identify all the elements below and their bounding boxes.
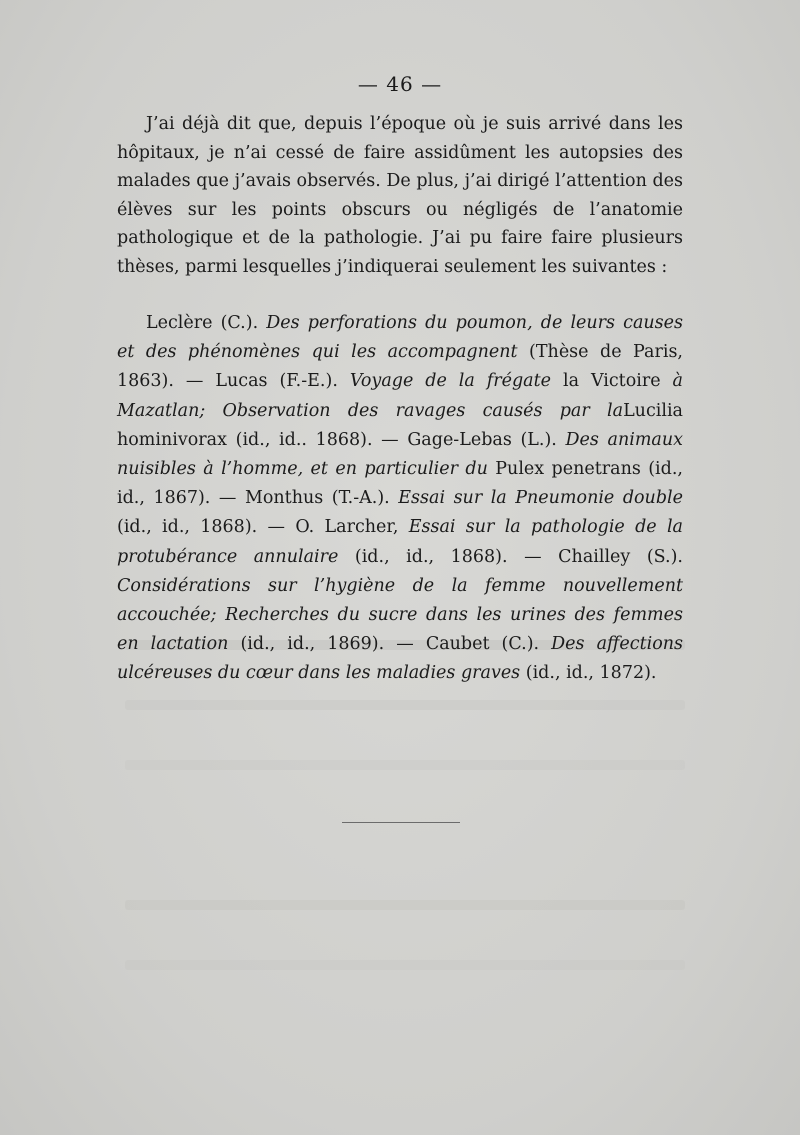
separator-dash: — [185,371,204,392]
thesis-author: Lucas (F.-E.). [215,371,338,392]
species-name: Lucilia hominivorax [117,400,683,450]
footnote-rule [342,822,460,823]
show-through-mark [125,960,685,970]
separator-dash: — [218,488,237,509]
thesis-author: Gage-Lebas (L.). [407,429,557,450]
thesis-title: Voyage de la frégate [349,371,551,392]
thesis-reference: (Thèse de Paris, 1863). [117,342,683,392]
thesis-author: Monthus (T.-A.). [244,488,390,509]
thesis-author: Caubet (C.). [425,634,540,655]
thesis-reference: (id., id.. 1868). [235,429,373,450]
thesis-title: Des affections ulcéreuses du cœur dans les maladies graves [117,634,683,684]
ship-name: la Victoire [562,371,661,392]
thesis-reference: (id., id., 1868). [117,517,258,538]
intro-paragraph: J’ai déjà dit que, depuis l’époque où je suis arrivé dans les hôpitaux, je n’ai cessé de faire assidûment les autopsies des malades que j’avais observés. De plus, j’ai dirigé l’attention des élèves sur les points obscurs ou négligés de l’anatomie pathologique et de la pathologie. J’ai pu faire faire plusieurs thèses, parmi lesquelles j’indiquerai seulement les suivantes : [117,114,683,277]
separator-dash: — [381,429,399,450]
thesis-title: Des animaux nuisibles à l’homme, et en particulier du [117,429,683,480]
thesis-author: Leclère (C.). [146,313,259,333]
show-through-mark [125,900,685,910]
separator-dash: — [524,546,542,567]
species-name: Pulex penetrans [495,459,641,480]
thesis-author: Chailley (S.). [558,546,683,567]
separator-dash: — [267,517,286,538]
thesis-reference: (id., id., 1872). [525,663,657,684]
thesis-title: à Mazatlan; Observation des ravages causés par [117,371,683,421]
theses-list-paragraph [117,309,683,689]
thesis-reference: (id., id., 1869). [240,634,385,655]
show-through-mark [125,700,685,710]
thesis-reference: (id., id., 1868). [354,546,508,567]
thesis-reference: (id., id., 1867). [117,459,683,509]
thesis-title: Essai sur la Pneumonie double [398,488,683,509]
show-through-mark [125,760,685,770]
separator-dash: — [396,634,414,655]
thesis-title: Des perforations du poumon, de leurs causes et des phénomènes qui les accompagnent [117,313,683,363]
thesis-title: la [607,400,624,421]
thesis-title: Considérations sur l’hygiène de la femme nouvellement accouchée; Recherches du sucre dans les urines des femmes en lactation [117,575,683,655]
page-number: — 46 — [357,72,443,96]
thesis-author: O. Larcher, [295,517,399,538]
thesis-title: Essai sur la pathologie de la protubérance annulaire [117,517,683,567]
